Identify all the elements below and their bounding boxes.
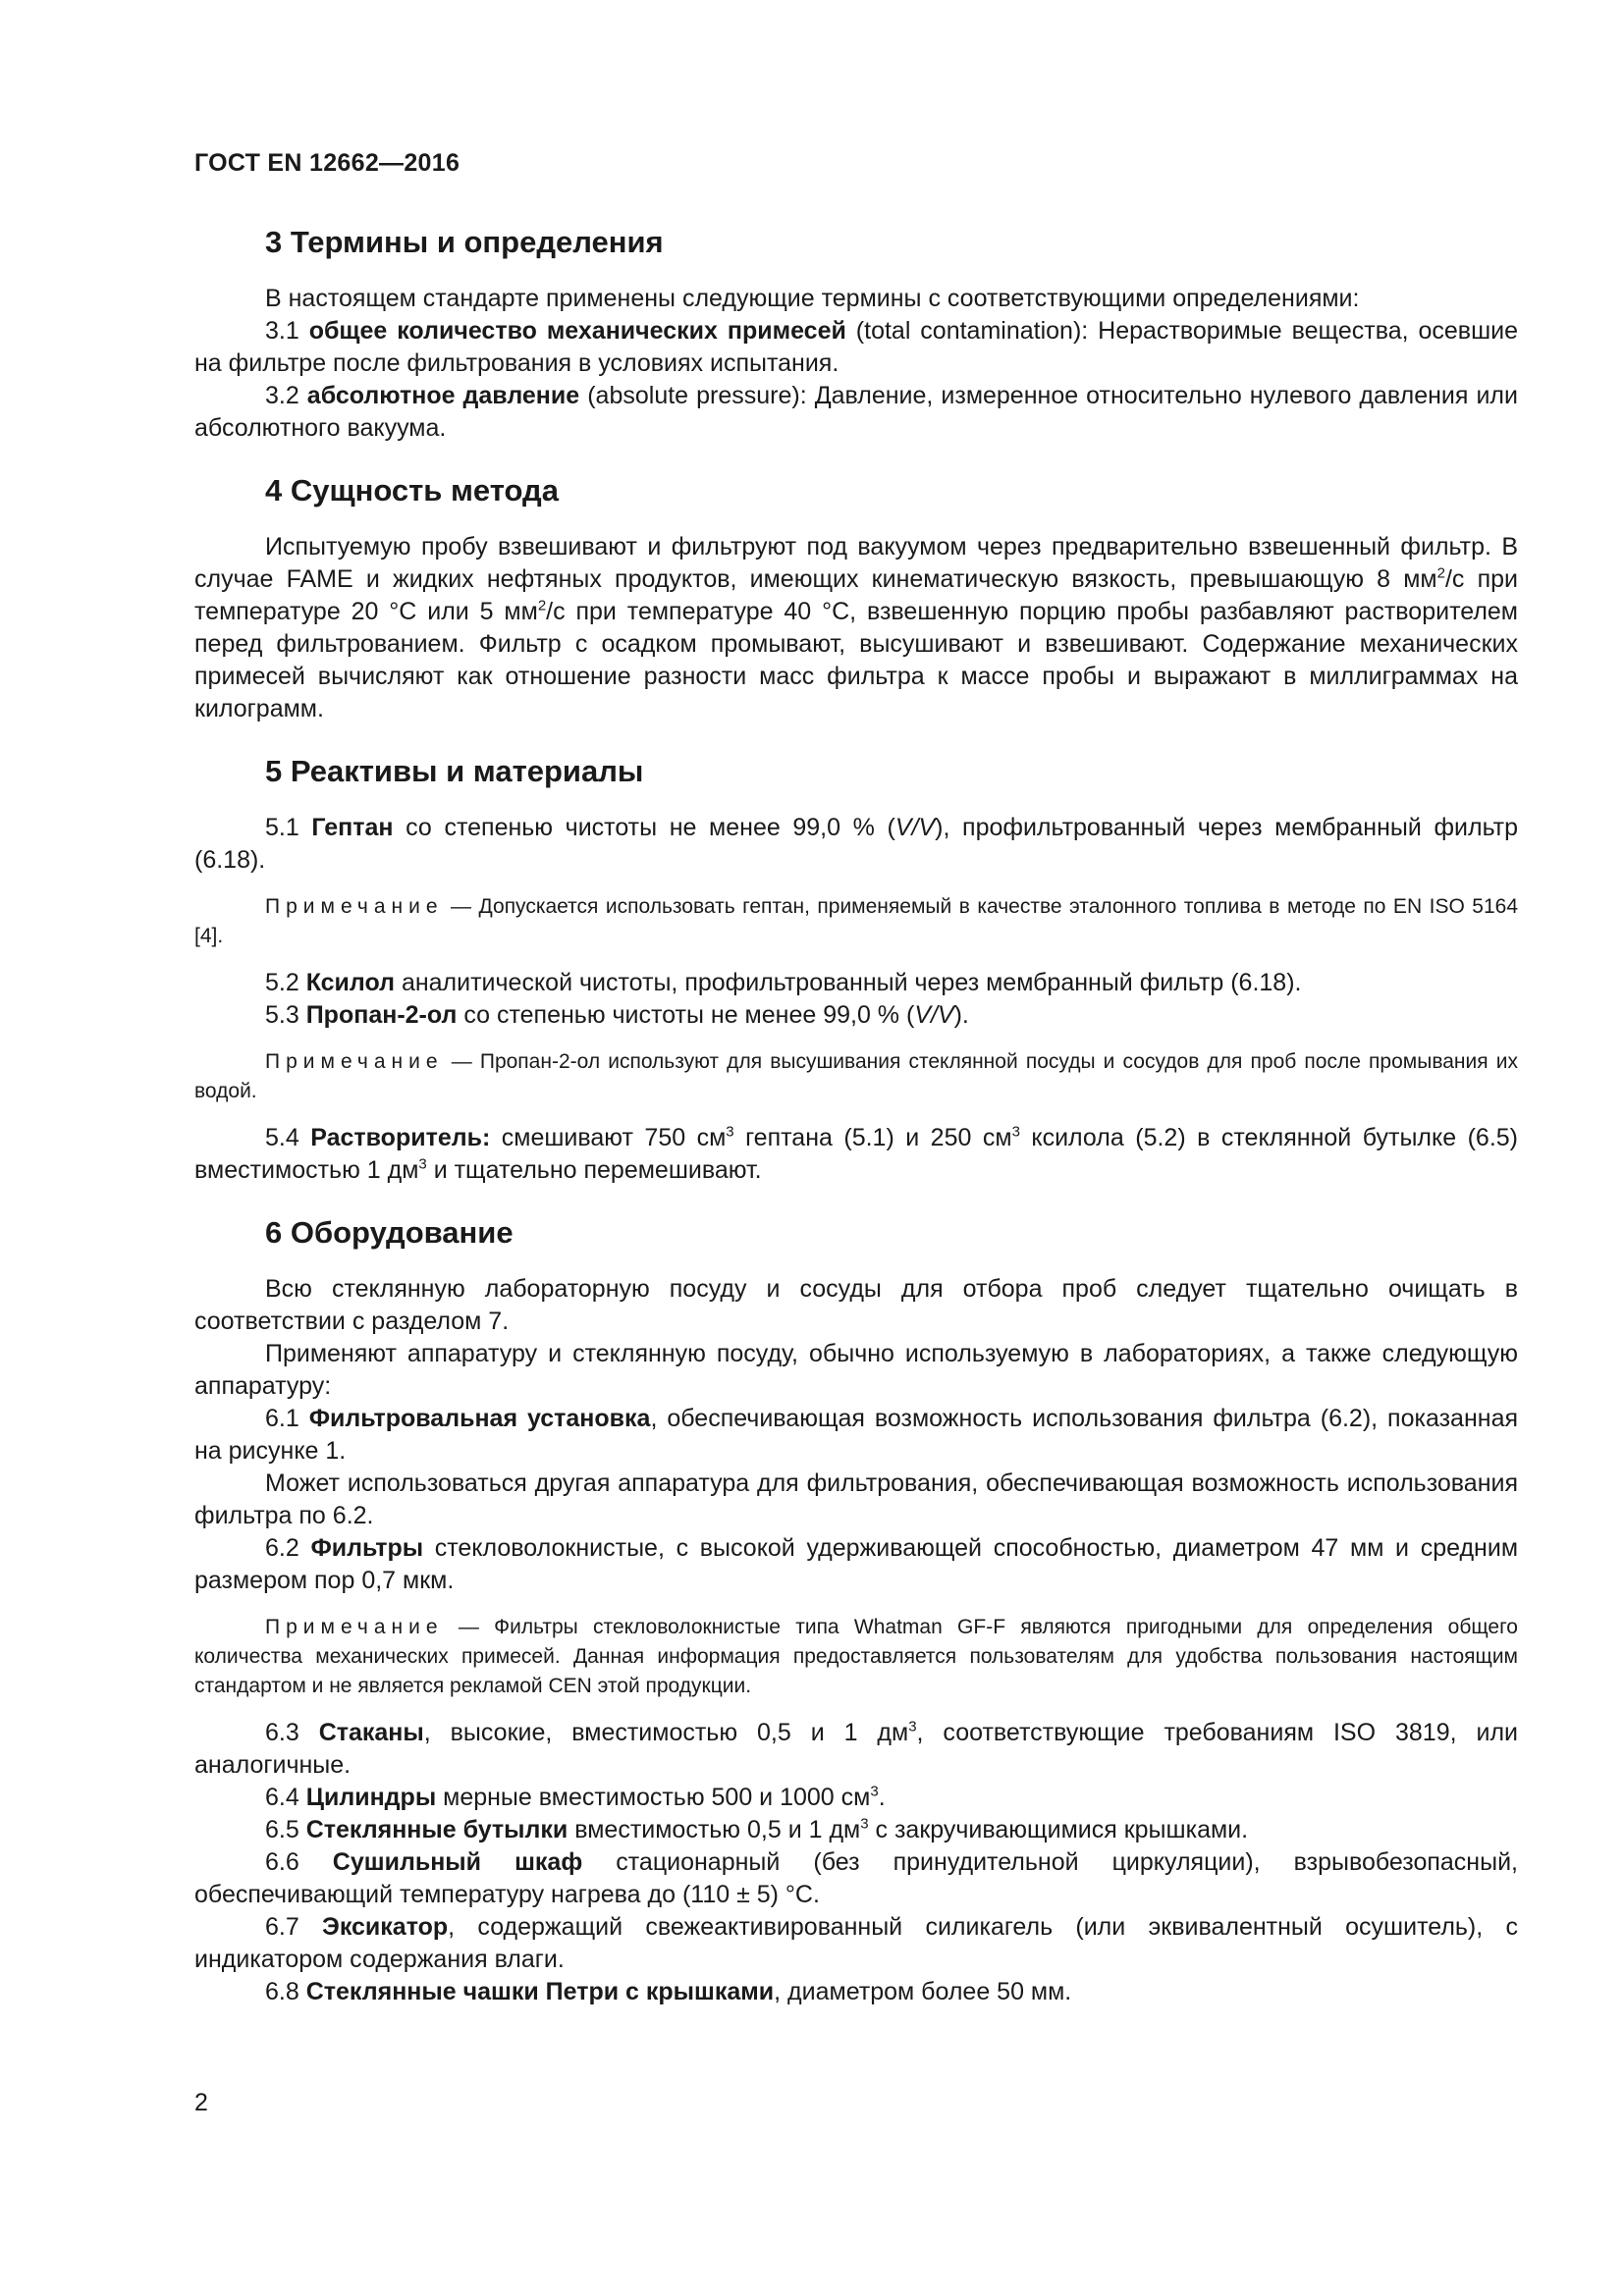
item-6-7 — [194, 1911, 1518, 1976]
definition: аналитической чистоты, профильтрованный через мембранный фильтр (6.18). — [395, 969, 1302, 996]
definition: стационарный (без принудительной циркуляции), взрывобезопасный, обеспечивающий температуру нагрева до (110 ± 5) °С. — [194, 1848, 1518, 1908]
text-run: смешивают 750 см — [490, 1124, 727, 1151]
definition: (absolute pressure): Давление, измеренное относительно нулевого давления или абсолютного вакуума. — [194, 382, 1518, 442]
item-number: 6.6 — [265, 1848, 333, 1876]
superscript: 3 — [870, 1783, 879, 1800]
document-body — [194, 224, 1518, 2008]
text-run: /с при температуре 40 °С, взвешенную порцию пробы разбавляют растворителем перед фильтрованием. Фильтр с осадком промывают, высушивают и взвешивают. Содержание механических примесей вычисляют как отношение разности масс фильтра к массе пробы и выражают в миллиграммах на килограмм. — [194, 598, 1518, 722]
superscript: 3 — [726, 1123, 734, 1141]
note-text: — Допускается использовать гептан, применяемый в качестве эталонного топлива в методе по EN ISO 5164 [4]. — [194, 895, 1518, 947]
text-run: ). — [953, 1001, 969, 1029]
term: Растворитель: — [310, 1124, 491, 1151]
paragraph: Всю стеклянную лабораторную посуду и сосуды для отбора проб следует тщательно очищать в соответствии с разделом 7. — [194, 1275, 1518, 1335]
superscript: 3 — [908, 1718, 917, 1735]
term: Фильтровальная установка — [308, 1405, 651, 1432]
section-4 — [194, 472, 1518, 725]
text-run: мерные вместимостью 500 и 1000 см — [436, 1784, 871, 1811]
text-run: , высокие, вместимостью 0,5 и 1 дм — [423, 1719, 909, 1746]
term: Стаканы — [318, 1719, 424, 1746]
item-number: 6.1 — [265, 1405, 309, 1432]
item-number: 3.1 — [265, 317, 309, 345]
item-6-2 — [194, 1532, 1518, 1597]
note-label: Примечание — [265, 895, 444, 918]
text-run: /с при температуре 20 °С или 5 мм — [194, 565, 1518, 625]
section-6 — [194, 1214, 1518, 2008]
definition: , диаметром более 50 мм. — [774, 1978, 1072, 2005]
item-6-8 — [194, 1976, 1518, 2008]
note-label: Примечание — [265, 1616, 444, 1638]
note — [194, 1047, 1518, 1106]
term: абсолютное давление — [306, 382, 580, 409]
text-run: ), профильтрованный через мембранный фильтр (6.18). — [194, 814, 1519, 874]
superscript: 3 — [860, 1815, 869, 1833]
text-run: ксилола (5.2) в стеклянной бутылке (6.5) вместимостью 1 дм — [194, 1124, 1519, 1184]
note — [194, 892, 1518, 951]
term: Ксилол — [305, 969, 395, 996]
page-number: 2 — [194, 2089, 208, 2116]
term: общее количество механических примесей — [308, 317, 846, 345]
italic-run: V/V — [894, 814, 936, 841]
section-heading: 3 Термины и определения — [265, 225, 664, 259]
item-number: 5.2 — [265, 969, 306, 996]
item-6-5 — [194, 1814, 1518, 1846]
term-definition-3-1 — [194, 315, 1518, 380]
section-heading: 6 Оборудование — [265, 1215, 514, 1250]
item-number: 6.4 — [265, 1784, 306, 1811]
section-heading: 5 Реактивы и материалы — [265, 754, 644, 788]
text-run: и тщательно перемешивают. — [426, 1156, 762, 1184]
definition: , содержащий свежеактивированный силикагель (или эквивалентный осушитель), с индикатором содержания влаги. — [194, 1913, 1518, 1973]
term: Стеклянные бутылки — [305, 1816, 568, 1843]
paragraph: Может использоваться другая аппаратура для фильтрования, обеспечивающая возможность использования фильтра по 6.2. — [194, 1469, 1518, 1529]
item-number: 6.8 — [265, 1978, 306, 2005]
text-run: с закручивающимися крышками. — [868, 1816, 1249, 1843]
item-6-6 — [194, 1846, 1518, 1911]
note-text: — Фильтры стекловолокнистые типа Whatman GF-F являются пригодными для определения общего количества механических примесей. Данная информация предоставляется пользователям для удобства пользования настоящим стандартом и не является рекламой CEN этой продукции. — [194, 1616, 1518, 1697]
paragraph: В настоящем стандарте применены следующие термины с соответствующими определениями: — [265, 285, 1360, 312]
paragraph: Применяют аппаратуру и стеклянную посуду, обычно используемую в лабораториях, а также следующую аппаратуру: — [194, 1340, 1518, 1400]
item-number: 5.3 — [265, 1001, 306, 1029]
note — [194, 1613, 1518, 1701]
definition: стекловолокнистые, с высокой удерживающей способностью, диаметром 47 мм и средним размером пор 0,7 мкм. — [194, 1534, 1519, 1594]
text-run: вместимостью 0,5 и 1 дм — [568, 1816, 861, 1843]
paragraph — [194, 531, 1518, 725]
item-6-4 — [194, 1782, 1518, 1814]
term: Фильтры — [310, 1534, 424, 1562]
item-5-4 — [194, 1122, 1518, 1187]
section-heading: 4 Сущность метода — [265, 473, 559, 507]
text-run: со степенью чистоты не менее 99,0 % ( — [393, 814, 895, 841]
text-run: , соответствующие требованиям ISO 3819, или аналогичные. — [194, 1719, 1518, 1779]
term-definition-3-2 — [194, 380, 1518, 445]
term: Эксикатор — [322, 1913, 449, 1941]
term: Стеклянные чашки Петри с крышками — [305, 1978, 775, 2005]
text-run: со степенью чистоты не менее 99,0 % ( — [457, 1001, 915, 1029]
item-number: 6.3 — [265, 1719, 319, 1746]
item-number: 6.2 — [265, 1534, 311, 1562]
term: Гептан — [311, 814, 394, 841]
item-6-1 — [194, 1403, 1518, 1468]
section-5 — [194, 753, 1518, 1187]
item-number: 5.4 — [265, 1124, 311, 1151]
item-5-1 — [194, 812, 1518, 877]
item-number: 6.5 — [265, 1816, 306, 1843]
item-5-2 — [194, 967, 1518, 999]
superscript: 3 — [418, 1155, 427, 1173]
item-number: 5.1 — [265, 814, 312, 841]
term: Сушильный шкаф — [332, 1848, 583, 1876]
note-text: — Пропан-2-ол используют для высушивания стеклянной посуды и сосудов для проб после промывания их водой. — [194, 1050, 1518, 1102]
superscript: 2 — [537, 597, 547, 614]
item-number: 6.7 — [265, 1913, 323, 1941]
term: Цилиндры — [305, 1784, 437, 1811]
italic-run: V/V — [914, 1001, 954, 1029]
term: Пропан-2-ол — [305, 1001, 458, 1029]
superscript: 3 — [1011, 1123, 1020, 1141]
item-number: 3.2 — [265, 382, 307, 409]
text-run: . — [878, 1784, 886, 1811]
section-3 — [194, 224, 1518, 445]
note-label: Примечание — [265, 1050, 444, 1073]
document-code-header: ГОСТ EN 12662—2016 — [194, 149, 460, 177]
superscript: 2 — [1436, 564, 1445, 582]
text-run: гептана (5.1) и 250 см — [733, 1124, 1012, 1151]
item-6-3 — [194, 1717, 1518, 1782]
definition: , обеспечивающая возможность использования фильтра (6.2), показанная на рисунке 1. — [194, 1405, 1519, 1465]
item-5-3 — [194, 999, 1518, 1032]
text-run: Испытуемую пробу взвешивают и фильтруют под вакуумом через предварительно взвешенный фильтр. В случае FAME и жидких нефтяных продуктов, имеющих кинематическую вязкость, превышающую 8 мм — [194, 533, 1518, 593]
definition: (total contamination): Нерастворимые вещества, осевшие на фильтре после фильтрования в условиях испытания. — [194, 317, 1518, 377]
